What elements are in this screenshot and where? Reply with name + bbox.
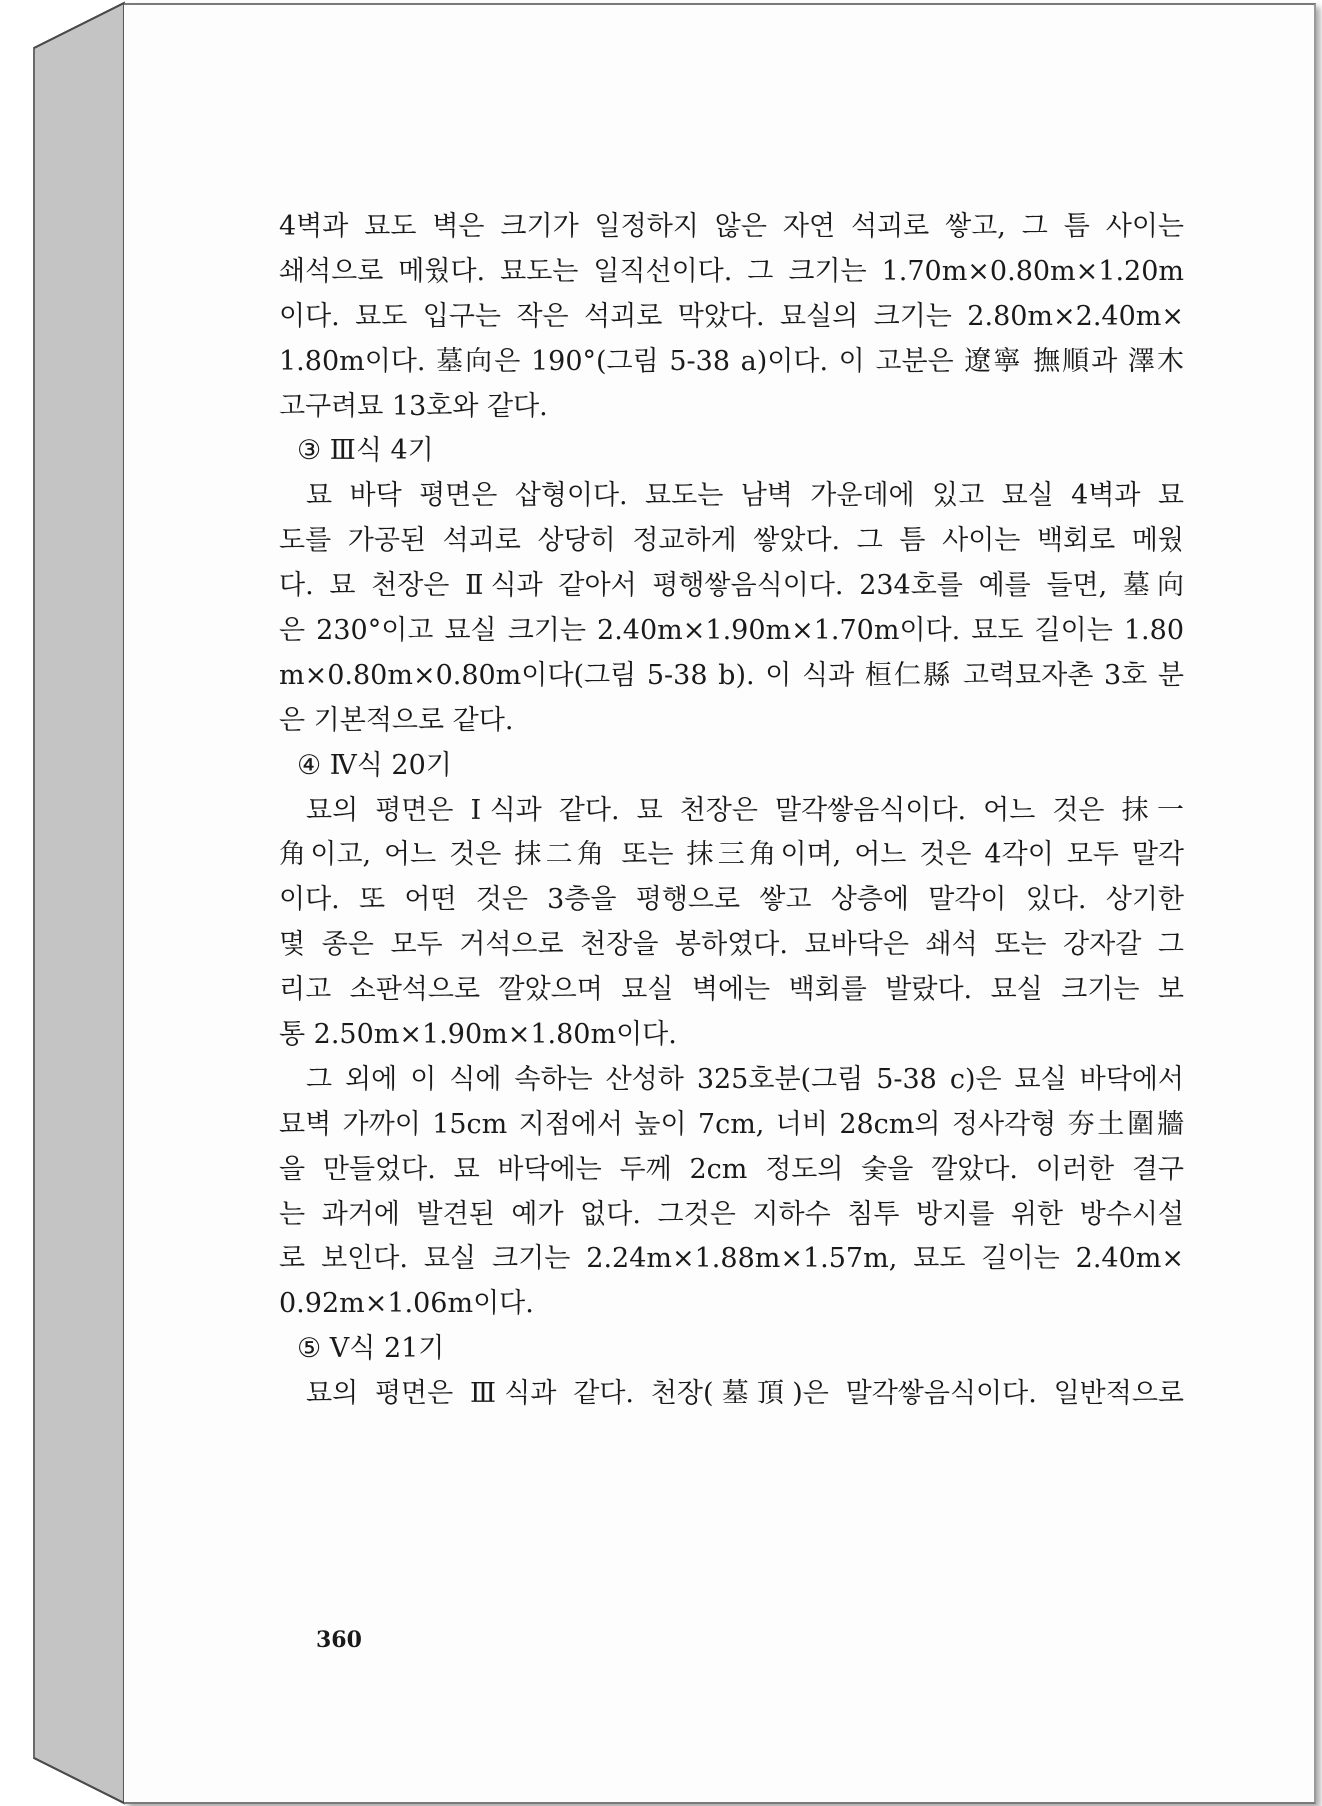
section-heading: ④ Ⅳ식 20기	[297, 749, 452, 781]
text-line: 통 2.50m×1.90m×1.80m이다.	[279, 1019, 677, 1051]
text-line: 角이고, 어느 것은 抹二角 또는 抹三角이며, 어느 것은 4각이 모두 말각	[279, 839, 1184, 871]
text-line: 0.92m×1.06m이다.	[279, 1288, 534, 1320]
text-line: 도를 가공된 석괴로 상당히 정교하게 쌓았다. 그 틈 사이는 백회로 메웠	[279, 525, 1184, 557]
book-page	[124, 3, 1316, 1804]
section-heading: ③ Ⅲ식 4기	[297, 435, 434, 467]
text-line: 다. 묘 천장은 Ⅱ식과 같아서 평행쌓음식이다. 234호를 예를 들면, 墓向	[279, 570, 1184, 602]
page-number: 360	[316, 1627, 362, 1653]
text-line: 몇 종은 모두 거석으로 천장을 봉하였다. 묘바닥은 쇄석 또는 강자갈 그	[279, 929, 1184, 961]
page-body	[279, 205, 1184, 1417]
text-line: 묘벽 가까이 15cm 지점에서 높이 7cm, 너비 28cm의 정사각형 夯土圍牆	[279, 1108, 1184, 1140]
text-line: 을 만들었다. 묘 바닥에는 두께 2cm 정도의 숯을 깔았다. 이러한 결구	[279, 1153, 1184, 1185]
text-line: 은 기본적으로 같다.	[279, 704, 514, 736]
text-line: 묘 바닥 평면은 삽형이다. 묘도는 남벽 가운데에 있고 묘실 4벽과 묘	[306, 480, 1184, 512]
text-line: 그 외에 이 식에 속하는 산성하 325호분(그림 5-38 c)은 묘실 바닥에서	[306, 1063, 1184, 1095]
text-line: 로 보인다. 묘실 크기는 2.24m×1.88m×1.57m, 묘도 길이는 2.40m×	[279, 1243, 1184, 1275]
text-line: 은 230°이고 묘실 크기는 2.40m×1.90m×1.70m이다. 묘도 길이는 1.80	[279, 615, 1184, 647]
book-spine	[0, 0, 130, 1806]
text-line: 는 과거에 발견된 예가 없다. 그것은 지하수 침투 방지를 위한 방수시설	[279, 1198, 1184, 1230]
book-edge-shape	[0, 0, 130, 1806]
text-line: 이다. 또 어떤 것은 3층을 평행으로 쌓고 상층에 말각이 있다. 상기한	[279, 884, 1184, 916]
text-line: 고구려묘 13호와 같다.	[279, 390, 548, 422]
text-line: 묘의 평면은 Ⅲ식과 같다. 천장(墓頂)은 말각쌓음식이다. 일반적으로	[306, 1378, 1184, 1410]
text-line: 1.80m이다. 墓向은 190°(그림 5-38 a)이다. 이 고분은 遼寧 撫順과 澤木	[279, 345, 1184, 377]
text-line: 4벽과 묘도 벽은 크기가 일정하지 않은 자연 석괴로 쌓고, 그 틈 사이는	[279, 211, 1184, 242]
text-line: 묘의 평면은 Ⅰ식과 같다. 묘 천장은 말각쌓음식이다. 어느 것은 抹一	[306, 794, 1184, 826]
text-line: m×0.80m×0.80m이다(그림 5-38 b). 이 식과 桓仁縣 고력묘자촌 3호 분	[279, 659, 1184, 691]
text-line: 리고 소판석으로 깔았으며 묘실 벽에는 백회를 발랐다. 묘실 크기는 보	[279, 974, 1184, 1006]
text-line: 쇄석으로 메웠다. 묘도는 일직선이다. 그 크기는 1.70m×0.80m×1.20m	[279, 255, 1184, 287]
text-line: 이다. 묘도 입구는 작은 석괴로 막았다. 묘실의 크기는 2.80m×2.40m×	[279, 300, 1184, 332]
section-heading: ⑤ Ⅴ식 21기	[297, 1333, 445, 1365]
